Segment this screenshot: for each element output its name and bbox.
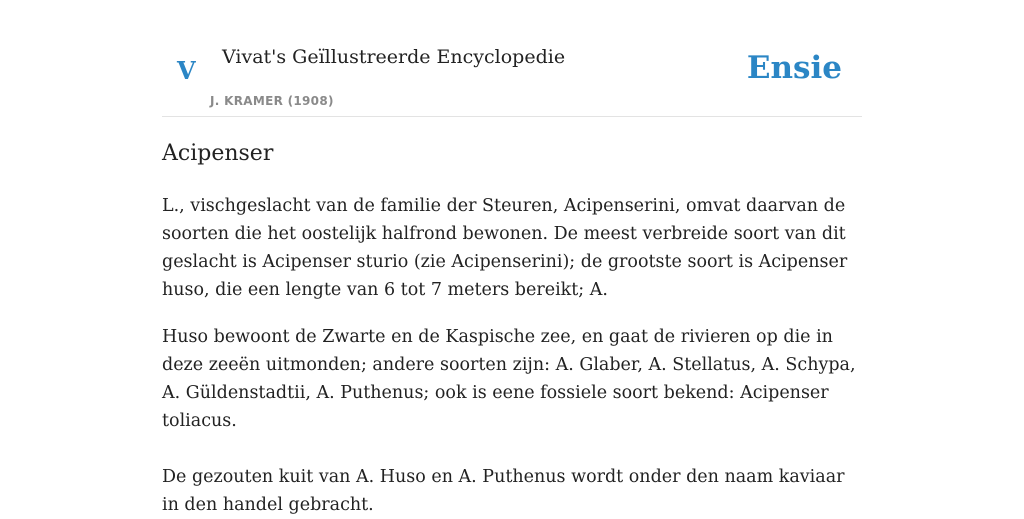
book-title[interactable]: Vivat's Geïllustreerde Encyclopedie: [222, 46, 566, 68]
book-logo[interactable]: V: [177, 56, 196, 85]
entry-paragraph: Huso bewoont de Zwarte en de Kaspische zee, en gaat de rivieren op die in deze zeeën uitmonden; andere soorten zijn: A. Glaber, A. Stellatus, A. Schypa, A. Güldenstadtii, A. Puthenus; ook is eene fossiele soort bekend: Acipenser toliacus.: [162, 327, 856, 431]
entry-paragraph: De gezouten kuit van A. Huso en A. Puthenus wordt onder den naam kaviaar in den handel gebracht.: [162, 467, 845, 515]
entry-paragraph: L., vischgeslacht van de familie der Steuren, Acipenserini, omvat daarvan de soorten die het oostelijk halfrond bewonen. De meest verbreide soort van dit geslacht is Acipenser sturio (zie Acipenserini); de grootste soort is Acipenser huso, die een lengte van 6 tot 7 meters bereikt; A.: [162, 196, 848, 300]
entry-content: [162, 138, 862, 519]
book-header: [162, 36, 862, 117]
book-author: J. KRAMER (1908): [210, 94, 334, 108]
ensie-logo-link[interactable]: Ensie: [746, 50, 842, 86]
entry-title: Acipenser: [162, 141, 274, 166]
